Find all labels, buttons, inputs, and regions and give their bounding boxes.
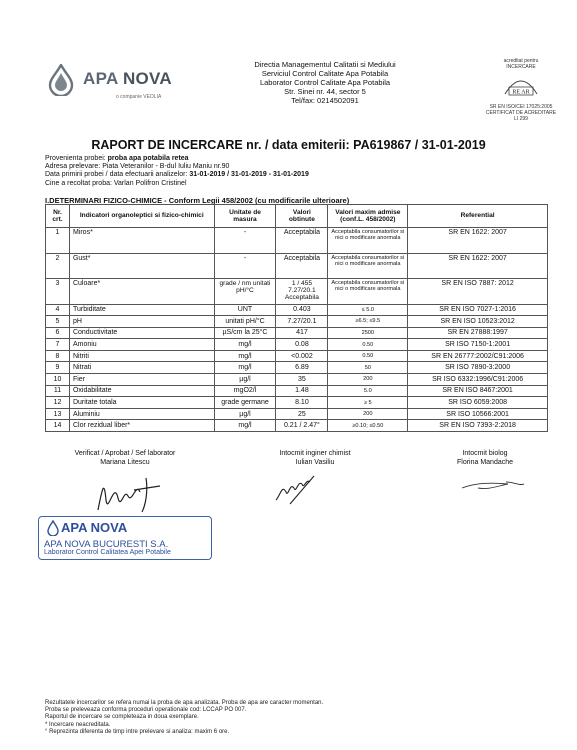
cell-unit: unitati pH/°C — [214, 316, 276, 328]
handwritten-signature-2 — [270, 470, 330, 510]
cell-referential: SR EN ISO 7393-2:2018 — [408, 420, 548, 432]
info-recoltat: Cine a recoltat proba: Varlan Polifron Cristinel — [45, 179, 187, 187]
cell-unit: mg/l — [214, 420, 276, 432]
stamp-line-1: APA NOVA BUCURESTI S.A. — [44, 539, 169, 550]
cell-unit: grade germane — [214, 397, 276, 409]
cell-nr: 5 — [46, 316, 70, 328]
cell-max-admis: 50 — [328, 362, 408, 374]
col-header: Valori maxim admise (conf.L. 458/2002) — [328, 205, 408, 228]
cell-nr: 7 — [46, 339, 70, 351]
cell-unit: µg/l — [214, 374, 276, 386]
cell-nr: 4 — [46, 304, 70, 316]
stamp-logo-text: APA NOVA — [61, 520, 128, 535]
section-title: I.DETERMINARI FIZICO-CHIMICE - Conform Legii 458/2002 (cu modificarile ulterioare) — [45, 196, 350, 205]
cell-value: 6.89 — [276, 362, 328, 374]
cell-max-admis: Acceptabila consumatorilor si nici o modificare anormala — [328, 253, 408, 279]
cell-unit: - — [214, 253, 276, 279]
cell-referential: SR EN ISO 10523:2012 — [408, 316, 548, 328]
cell-max-admis: 0.50 — [328, 350, 408, 362]
cell-indicator: Duritate totala — [69, 397, 214, 409]
cell-value: 8.10 — [276, 397, 328, 409]
cell-indicator: Gust* — [69, 253, 214, 279]
table-row — [46, 339, 548, 351]
table-body — [46, 228, 548, 432]
table-row — [46, 420, 548, 432]
cell-nr: 2 — [46, 253, 70, 279]
signature-biolog — [420, 450, 550, 467]
cell-indicator: Miros* — [69, 228, 214, 254]
table-row — [46, 350, 548, 362]
cell-value: 0.08 — [276, 339, 328, 351]
signature-chimist — [230, 450, 400, 467]
table-row — [46, 316, 548, 328]
cell-referential: SR EN 1622: 2007 — [408, 228, 548, 254]
cell-indicator: Nitriti — [69, 350, 214, 362]
cell-nr: 14 — [46, 420, 70, 432]
signature-role: Intocmit biolog — [462, 450, 508, 457]
handwritten-signature-3 — [458, 474, 528, 498]
sample-info — [45, 155, 545, 188]
table-row — [46, 327, 548, 339]
signature-name: Mariana Litescu — [100, 458, 150, 466]
cell-referential: SR EN ISO 7027-1:2016 — [408, 304, 548, 316]
cell-unit: µS/cm la 25°C — [214, 327, 276, 339]
table-row — [46, 304, 548, 316]
table-row — [46, 362, 548, 374]
cell-referential: SR ISO 10566:2001 — [408, 408, 548, 420]
cell-value: 1 / 455 7.27/20.1 Acceptabila — [276, 279, 328, 305]
cell-referential: SR EN 26777:2002/C91:2006 — [408, 350, 548, 362]
report-title: RAPORT DE INCERCARE nr. / data emiterii: PA619867 / 31-01-2019 — [91, 138, 486, 152]
cell-unit: mg/l — [214, 339, 276, 351]
cell-nr: 1 — [46, 228, 70, 254]
signature-verificat — [30, 450, 220, 467]
cell-nr: 6 — [46, 327, 70, 339]
cell-indicator: Amoniu — [69, 339, 214, 351]
cell-referential: SR EN 27888:1997 — [408, 327, 548, 339]
table-row — [46, 228, 548, 254]
footer-line: * Incercare neacreditata. — [45, 721, 111, 728]
accr-line: LI 299 — [514, 116, 528, 122]
water-drop-icon — [48, 64, 74, 96]
col-header: Indicatori organoleptici si fizico-chimici — [69, 205, 214, 228]
cell-referential: SR EN ISO 8467:2001 — [408, 385, 548, 397]
col-header: Valori obtinute — [276, 205, 328, 228]
cell-max-admis: ≥6.5; ≤9.5 — [328, 316, 408, 328]
header-line: Serviciul Control Calitate Apa Potabila — [261, 69, 389, 78]
table-row — [46, 253, 548, 279]
cell-value: Acceptabila — [276, 228, 328, 254]
cell-value: Acceptabila — [276, 253, 328, 279]
accreditation-block — [476, 58, 566, 122]
header-line: Str. Sinei nr. 44, sector 5 — [284, 87, 366, 96]
cell-value: 0.21 / 2.47° — [276, 420, 328, 432]
header-line: Directia Managementul Calitatii si Mediului — [254, 60, 396, 69]
cell-nr: 11 — [46, 385, 70, 397]
cell-indicator: pH — [69, 316, 214, 328]
col-header: Unitate de masura — [214, 205, 276, 228]
cell-value: 35 — [276, 374, 328, 386]
table-row — [46, 279, 548, 305]
cell-value: 25 — [276, 408, 328, 420]
table-row — [46, 374, 548, 386]
cell-nr: 13 — [46, 408, 70, 420]
cell-indicator: Conductivitate — [69, 327, 214, 339]
cell-referential: SR ISO 6332:1996/C91:2006 — [408, 374, 548, 386]
svg-text:RE AR: RE AR — [512, 89, 530, 96]
cell-max-admis: 200 — [328, 408, 408, 420]
cell-indicator: Fier — [69, 374, 214, 386]
footer-line: Raportul de incercare se completeaza in doua exemplare. — [45, 714, 199, 721]
cell-indicator: Aluminiu — [69, 408, 214, 420]
stamp-line-2: Laborator Control Calitatea Apei Potabile — [44, 549, 171, 556]
footer-line: ° Reprezinta diferenta de timp intre prelevare si analiza: maxim 6 ore. — [45, 728, 230, 735]
table-row — [46, 397, 548, 409]
footer-line: Proba se preleveaza conforma proceduri operationale cod: LCCAP PO 007. — [45, 707, 247, 714]
accr-top-2: INCERCARE — [506, 64, 536, 70]
col-header: Nr. crt. — [46, 205, 70, 228]
cell-referential: SR ISO 7150-1:2001 — [408, 339, 548, 351]
accr-line: CERTIFICAT DE ACREDITARE — [485, 110, 557, 116]
header-line: Laborator Control Calitate Apa Potabila — [259, 78, 391, 87]
cell-nr: 10 — [46, 374, 70, 386]
cell-value: 1.48 — [276, 385, 328, 397]
cell-unit: UNT — [214, 304, 276, 316]
cell-value: 0.403 — [276, 304, 328, 316]
cell-unit: grade / nm unitati pH/°C — [214, 279, 276, 305]
col-header: Referential — [408, 205, 548, 228]
cell-nr: 9 — [46, 362, 70, 374]
cell-max-admis: ≥0.10; ≤0.50 — [328, 420, 408, 432]
cell-referential: SR ISO 7890-3:2000 — [408, 362, 548, 374]
cell-nr: 8 — [46, 350, 70, 362]
table-row — [46, 408, 548, 420]
cell-max-admis: Acceptabila consumatorilor si nici o modificare anormala — [328, 228, 408, 254]
cell-max-admis: 5.0 — [328, 385, 408, 397]
logo-subtitle: o companie VEOLIA — [116, 94, 162, 100]
info-adresa: Adresa prelevare: Piata Veteranilor - B-dul Iuliu Maniu nr.90 — [45, 163, 230, 171]
cell-nr: 3 — [46, 279, 70, 305]
cell-referential: SR ISO 6059:2008 — [408, 397, 548, 409]
cell-value: 417 — [276, 327, 328, 339]
cell-max-admis: Acceptabila consumatorilor si nici o modificare anormala — [328, 279, 408, 305]
signature-name: Florina Mandache — [456, 458, 514, 466]
cell-indicator: Turbiditate — [69, 304, 214, 316]
cell-unit: mg/l — [214, 350, 276, 362]
lab-header — [205, 60, 445, 105]
info-provenienta: Provenienta probei: proba apa potabila retea — [45, 155, 189, 162]
cell-max-admis: ≤ 5.0 — [328, 304, 408, 316]
cell-max-admis: 200 — [328, 374, 408, 386]
cell-referential: SR EN 1622: 2007 — [408, 253, 548, 279]
results-table — [45, 204, 548, 432]
cell-referential: SR EN ISO 7887: 2012 — [408, 279, 548, 305]
table-row — [46, 385, 548, 397]
apa-nova-logo — [38, 60, 188, 105]
signature-name: Iulian Vasiliu — [295, 458, 335, 466]
cell-unit: mgO2/l — [214, 385, 276, 397]
cell-nr: 12 — [46, 397, 70, 409]
cell-unit: mg/l — [214, 362, 276, 374]
table-header-row — [46, 205, 548, 228]
cell-value: 7.27/20.1 — [276, 316, 328, 328]
cell-value: <0.002 — [276, 350, 328, 362]
company-stamp — [38, 516, 212, 560]
logo-text: APA NOVA — [83, 69, 172, 88]
info-data: Data primirii probei / data efectuarii analizelor: 31-01-2019 / 31-01-2019 - 31-01-2019 — [45, 171, 309, 179]
cell-max-admis: 0.50 — [328, 339, 408, 351]
accr-line: SR EN ISO/CEI 17025:2005 — [489, 104, 553, 110]
cell-indicator: Nitrati — [69, 362, 214, 374]
footer-notes — [45, 700, 323, 736]
cell-indicator: Oxidabilitate — [69, 385, 214, 397]
cell-unit: µg/l — [214, 408, 276, 420]
stamp-drop-icon — [47, 520, 59, 536]
cell-max-admis: 2500 — [328, 327, 408, 339]
cell-unit: - — [214, 228, 276, 254]
cell-indicator: Clor rezidual liber* — [69, 420, 214, 432]
cell-indicator: Culoare* — [69, 279, 214, 305]
footer-line: Rezultatele incercarilor se refera numai la proba de apa analizata. Proba de apa are caracter momentan. — [45, 700, 324, 706]
accr-top-1: acreditat pentru — [503, 58, 539, 64]
header-line: Tel/fax: 0214502091 — [291, 96, 359, 105]
renar-logo-icon — [501, 72, 541, 100]
handwritten-signature-1 — [90, 470, 170, 520]
signature-role: Verificat / Aprobat / Sef laborator — [74, 450, 176, 457]
signature-role: Intocmit inginer chimist — [279, 450, 351, 457]
cell-max-admis: ≥ 5 — [328, 397, 408, 409]
